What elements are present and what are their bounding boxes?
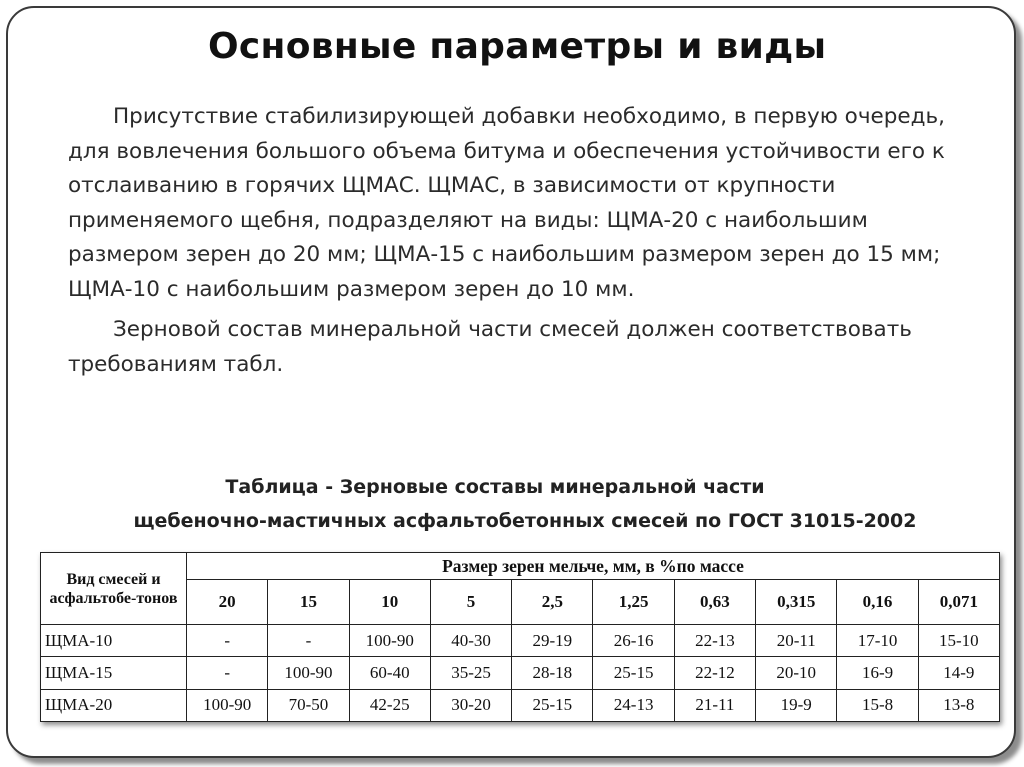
table-row: [41, 625, 1000, 657]
grain-composition-table: [40, 552, 1000, 722]
table-cell: 15-8: [837, 689, 918, 721]
caption-line: Таблица - Зерновые составы минеральной части: [225, 476, 765, 498]
table-cell: 24-13: [593, 689, 674, 721]
table-cell: 70-50: [268, 689, 349, 721]
column-header: 10: [349, 580, 430, 625]
table-cell: 25-15: [593, 657, 674, 689]
table-cell: 28-18: [512, 657, 593, 689]
table-cell: 40-30: [430, 625, 511, 657]
table-cell: 100-90: [349, 625, 430, 657]
row-kind: ЩМА-10: [41, 625, 187, 657]
table-cell: 21-11: [674, 689, 755, 721]
table-cell: 19-9: [756, 689, 837, 721]
column-header: 0,071: [918, 580, 999, 625]
body-text: [68, 100, 948, 382]
table-cell: 20-10: [756, 657, 837, 689]
table-cell: 100-90: [187, 689, 268, 721]
column-header: 0,315: [756, 580, 837, 625]
table-cell: 60-40: [349, 657, 430, 689]
table-cell: 22-12: [674, 657, 755, 689]
column-header: 0,63: [674, 580, 755, 625]
page-title: Основные параметры и виды: [208, 26, 827, 67]
table-cell: 29-19: [512, 625, 593, 657]
grain-table-wrapper: [40, 552, 1000, 722]
table-cell: 13-8: [918, 689, 999, 721]
kind-header: Вид смесей и асфальтобе-тонов: [41, 553, 187, 625]
table-cell: 15-10: [918, 625, 999, 657]
column-header: 1,25: [593, 580, 674, 625]
table-cell: -: [187, 625, 268, 657]
table-cell: -: [187, 657, 268, 689]
row-kind: ЩМА-20: [41, 689, 187, 721]
table-caption: [40, 470, 1010, 538]
table-cell: 42-25: [349, 689, 430, 721]
column-header: 5: [430, 580, 511, 625]
table-row: [41, 689, 1000, 721]
table-cell: 35-25: [430, 657, 511, 689]
table-cell: 17-10: [837, 625, 918, 657]
table-cell: 14-9: [918, 657, 999, 689]
table-cell: -: [268, 625, 349, 657]
caption-line: щебеночно-мастичных асфальтобетонных смесей по ГОСТ 31015-2002: [133, 510, 917, 532]
column-header: 15: [268, 580, 349, 625]
table-cell: 30-20: [430, 689, 511, 721]
row-kind: ЩМА-15: [41, 657, 187, 689]
table-cell: 100-90: [268, 657, 349, 689]
paragraph: Присутствие стабилизирующей добавки необходимо, в первую очередь, для вовлечения большого объема битума и обеспечения устойчивости его к отслаиванию в горячих ЩМАС. ЩМАС, в зависимости от крупности применяемого щебня, подразделяют на виды: ЩМА-20 с наибольшим размером зерен до 20 мм; ЩМА-15 с наибольшим размером зерен до 15 мм; ЩМА-10 с наибольшим размером зерен до 10 мм.: [68, 104, 946, 302]
table-cell: 16-9: [837, 657, 918, 689]
size-header: Размер зерен мельче, мм, в %по массе: [187, 553, 1000, 580]
paragraph: Зерновой состав минеральной части смесей должен соответствовать требованиям табл.: [68, 317, 912, 377]
table-cell: 25-15: [512, 689, 593, 721]
table-cell: 26-16: [593, 625, 674, 657]
column-header: 0,16: [837, 580, 918, 625]
table-row: [41, 657, 1000, 689]
table-cell: 22-13: [674, 625, 755, 657]
table-cell: 20-11: [756, 625, 837, 657]
column-header: 2,5: [512, 580, 593, 625]
column-header: 20: [187, 580, 268, 625]
